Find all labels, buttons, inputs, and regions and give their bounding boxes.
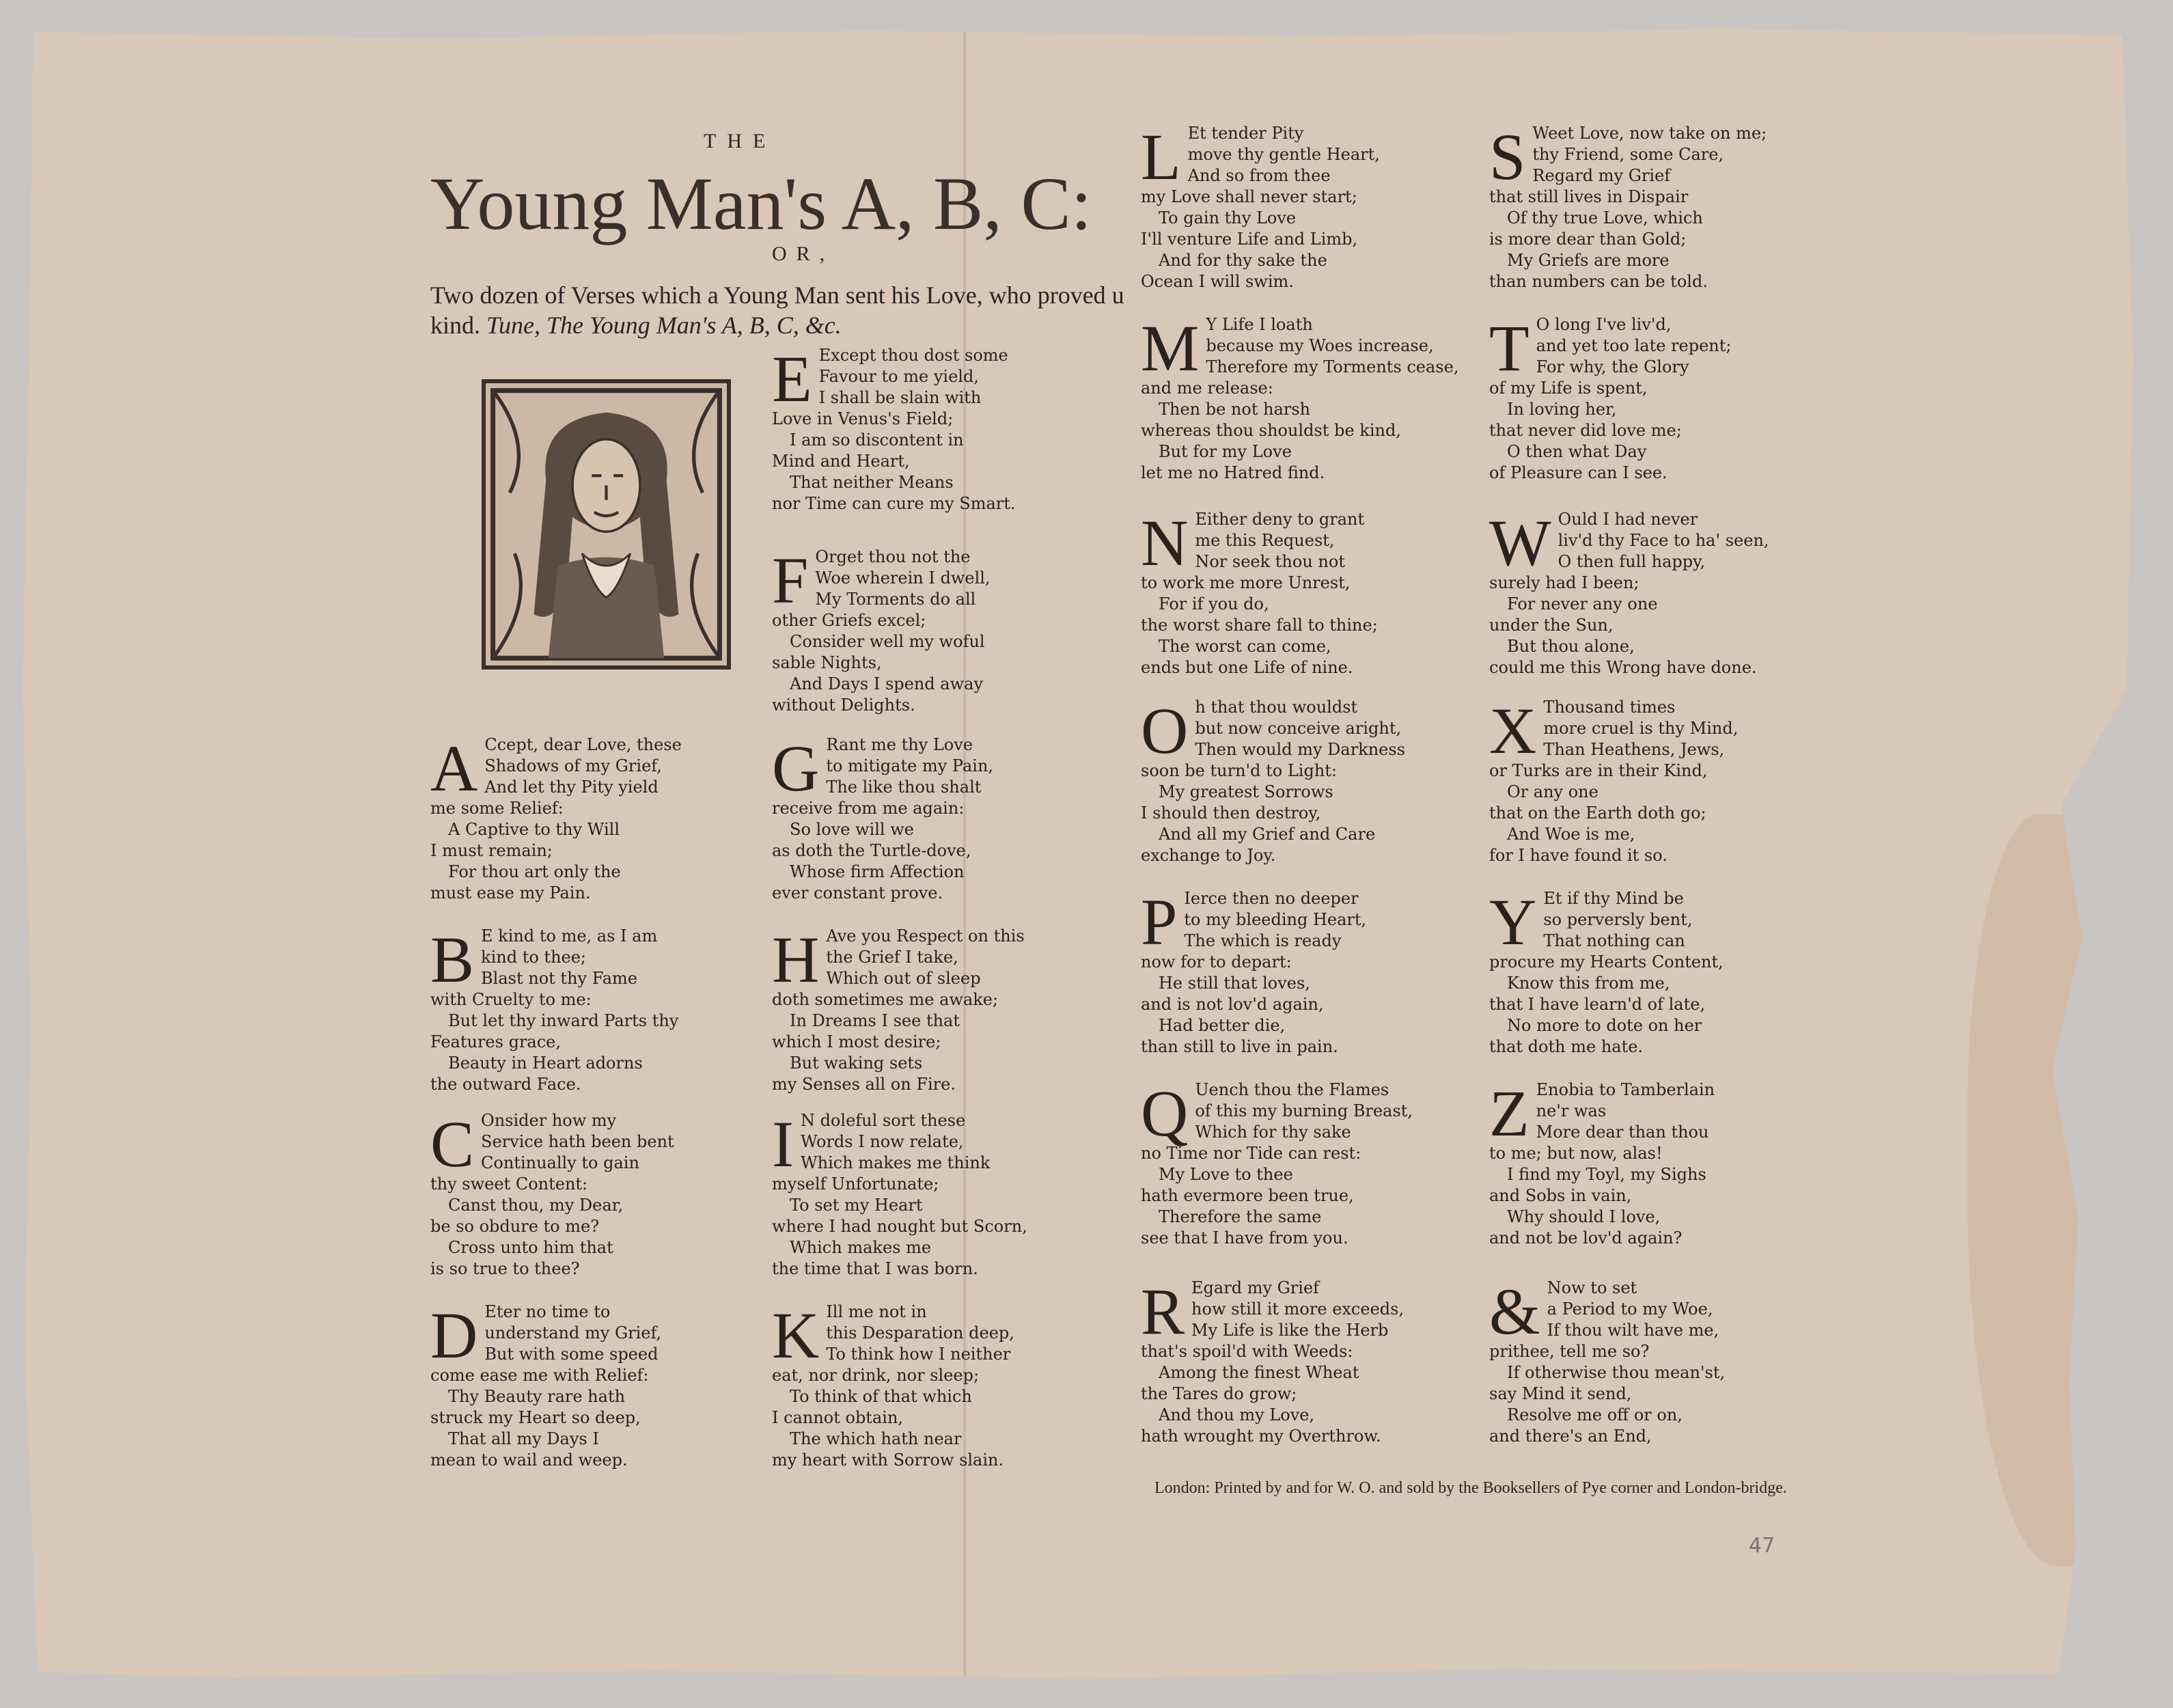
- verse-line: my heart with Sorrow slain.: [772, 1450, 1004, 1470]
- verse-line: Mind and Heart,: [772, 452, 910, 471]
- verse-line: as doth the Turtle-dove,: [772, 841, 971, 860]
- verse-d: [430, 1301, 803, 1471]
- verse-k: [772, 1301, 1144, 1471]
- verse-line: ne'r was: [1536, 1101, 1607, 1120]
- verse-line: I'll venture Life and Limb,: [1141, 230, 1358, 249]
- verse-line: For never any one: [1507, 594, 1658, 614]
- drop-capital: F: [772, 544, 809, 617]
- verse-line: that's spoil'd with Weeds:: [1141, 1342, 1353, 1361]
- drop-capital: C: [430, 1107, 475, 1181]
- verse-line: exchange to Joy.: [1141, 846, 1276, 865]
- verse-line: under the Sun,: [1489, 616, 1614, 635]
- verse-line: Weet Love, now take on me;: [1532, 124, 1767, 143]
- verse-line: Therefore my Torments cease,: [1206, 357, 1459, 376]
- verse-line: Nor seek thou not: [1195, 552, 1345, 571]
- verse-line: h that thou wouldst: [1195, 698, 1358, 717]
- verse-line: more cruel is thy Mind,: [1543, 719, 1739, 738]
- verse-line: see that I have from you.: [1141, 1228, 1348, 1248]
- verse-line: thy Friend, some Care,: [1532, 145, 1724, 164]
- verse-line: In Dreams I see that: [790, 1011, 960, 1030]
- drop-capital: D: [430, 1299, 478, 1372]
- verse-ampersand: [1489, 1275, 1861, 1447]
- verse-line: To gain thy Love: [1159, 208, 1297, 228]
- drop-capital: N: [1141, 506, 1189, 579]
- verse-line: And Woe is me,: [1507, 825, 1635, 844]
- verse-line: ends but one Life of nine.: [1141, 658, 1353, 677]
- verse-line: Eter no time to: [484, 1302, 611, 1321]
- verse-line: Woe wherein I dwell,: [815, 568, 991, 588]
- verse-line: come ease me with Relief:: [430, 1366, 649, 1385]
- verse-line: Which for thy sake: [1195, 1122, 1351, 1142]
- verse-line: And Days I spend away: [790, 674, 983, 693]
- verse-line: That nothing can: [1543, 931, 1685, 950]
- title-the: THE: [704, 130, 777, 152]
- verse-line: Orget thou not the: [815, 547, 971, 566]
- verse-line: Then would my Darkness: [1195, 740, 1406, 759]
- verse-t: [1489, 314, 1861, 484]
- verse-line: than still to live in pain.: [1141, 1037, 1338, 1056]
- verse-line: Than Heathens, Jews,: [1543, 740, 1725, 759]
- verse-line: to my bleeding Heart,: [1184, 910, 1367, 929]
- verse-line: of my Life is spent,: [1489, 378, 1648, 398]
- verse-line: without Delights.: [772, 695, 915, 715]
- verse-x: [1489, 694, 1861, 866]
- verse-line: Resolve me off or on,: [1507, 1405, 1683, 1424]
- verse-line: must ease my Pain.: [430, 883, 591, 903]
- verse-line: Egard my Grief: [1191, 1278, 1320, 1297]
- drop-capital: H: [772, 923, 820, 996]
- verse-line: the Grief I take,: [826, 948, 958, 967]
- verse-line: other Griefs excel;: [772, 611, 926, 630]
- verse-line: Uench thou the Flames: [1195, 1080, 1389, 1099]
- verse-line: to mitigate my Pain,: [826, 756, 994, 775]
- verse-a: [430, 734, 803, 904]
- verse-line: The which hath near: [790, 1429, 962, 1448]
- verse-line: that doth me hate.: [1489, 1037, 1644, 1056]
- verse-line: O then what Day: [1507, 442, 1647, 461]
- verse-line: Regard my Grief: [1532, 166, 1671, 185]
- verse-line: Either deny to grant: [1195, 510, 1365, 529]
- verse-line: To set my Heart: [790, 1196, 923, 1215]
- verse-line: whereas thou shouldst be kind,: [1141, 421, 1401, 440]
- verse-line: is so true to thee?: [430, 1259, 580, 1278]
- drop-capital: O: [1141, 694, 1189, 767]
- verse-s: [1489, 120, 1861, 292]
- verse-line: For thou art only the: [448, 862, 621, 881]
- verse-line: doth sometimes me awake;: [772, 990, 999, 1009]
- verse-line: be so obdure to me?: [430, 1217, 600, 1236]
- verse-line: the time that I was born.: [772, 1259, 978, 1278]
- verse-line: and me release:: [1141, 378, 1273, 398]
- verse-line: I shall be slain with: [818, 388, 982, 407]
- drop-capital: T: [1489, 312, 1530, 385]
- verse-c: [430, 1107, 803, 1280]
- verse-line: eat, nor drink, nor sleep;: [772, 1366, 980, 1385]
- verse-line: The which is ready: [1184, 931, 1342, 950]
- verse-line: hath evermore been true,: [1141, 1186, 1354, 1205]
- verse-line: understand my Grief,: [484, 1323, 662, 1342]
- verse-line: Continually to gain: [481, 1153, 639, 1172]
- verse-line: that on the Earth doth go;: [1489, 803, 1706, 823]
- verse-line: So love will we: [790, 820, 914, 839]
- verse-line: ever constant prove.: [772, 883, 943, 903]
- verse-line: And so from thee: [1187, 166, 1331, 185]
- verse-line: Rant me thy Love: [826, 735, 973, 754]
- verse-line: me some Relief:: [430, 799, 564, 818]
- verse-line: But thou alone,: [1507, 637, 1635, 656]
- verse-line: Ccept, dear Love, these: [484, 735, 682, 754]
- verse-line: no Time nor Tide can rest:: [1141, 1144, 1361, 1163]
- verse-line: the worst share fall to thine;: [1141, 616, 1378, 635]
- verse-p: [1141, 885, 1513, 1058]
- verse-line: I must remain;: [430, 841, 553, 860]
- verse-line: To think how I neither: [826, 1345, 1011, 1364]
- verse-line: My greatest Sorrows: [1159, 782, 1333, 801]
- verse-e: [772, 342, 1144, 514]
- verse-l: [1141, 120, 1513, 292]
- tune-text: Tune, The Young Man's A, B, C, &c.: [486, 312, 842, 339]
- verse-line: prithee, tell me so?: [1489, 1342, 1650, 1361]
- verse-line: with Cruelty to me:: [430, 990, 592, 1009]
- verse-line: Know this from me,: [1507, 974, 1670, 993]
- verse-n: [1141, 506, 1513, 678]
- verse-line: Ould I had never: [1558, 510, 1698, 529]
- imprint: London: Printed by and for W. O. and sold by the Booksellers of Pye corner and London-bridge.: [1154, 1479, 1787, 1497]
- verse-line: Features grace,: [430, 1032, 561, 1051]
- verse-line: Blast not thy Fame: [481, 969, 638, 988]
- verse-line: My Griefs are more: [1507, 251, 1670, 270]
- verse-line: hath wrought my Overthrow.: [1141, 1427, 1381, 1446]
- verse-line: More dear than thou: [1536, 1122, 1709, 1142]
- verse-line: But for my Love: [1159, 442, 1292, 461]
- verse-line: because my Woes increase,: [1206, 336, 1434, 355]
- water-stain: [1967, 814, 2145, 1566]
- verse-line: that still lives in Dispair: [1489, 187, 1689, 206]
- verse-g: [772, 734, 1144, 904]
- verse-line: this Desparation deep,: [826, 1323, 1014, 1342]
- verse-line: my Love shall never start;: [1141, 187, 1357, 206]
- verse-line: that never did love me;: [1489, 421, 1682, 440]
- verse-line: Canst thou, my Dear,: [448, 1196, 624, 1215]
- verse-line: or Turks are in their Kind,: [1489, 761, 1708, 780]
- drop-capital: L: [1141, 120, 1181, 193]
- verse-line: the outward Face.: [430, 1075, 581, 1094]
- verse-line: To think of that which: [790, 1387, 972, 1406]
- verse-line: The like thou shalt: [826, 777, 982, 797]
- verse-y: [1489, 885, 1861, 1058]
- drop-capital: &: [1489, 1275, 1540, 1348]
- verse-line: That neither Means: [790, 473, 954, 492]
- drop-capital: M: [1141, 312, 1200, 385]
- verse-line: But waking sets: [790, 1053, 923, 1073]
- verse-line: For if you do,: [1159, 594, 1269, 614]
- verse-line: I am so discontent in: [790, 430, 964, 450]
- verse-line: For why, the Glory: [1536, 357, 1689, 376]
- verse-line: Had better die,: [1159, 1016, 1286, 1035]
- verse-line: Shadows of my Grief,: [484, 756, 662, 775]
- verse-line: No more to dote on her: [1507, 1016, 1702, 1035]
- verse-line: And all my Grief and Care: [1159, 825, 1376, 844]
- verse-line: and is not lov'd again,: [1141, 995, 1324, 1014]
- verse-line: Why should I love,: [1507, 1207, 1661, 1226]
- verse-line: Whose firm Affection: [790, 862, 965, 881]
- verse-line: receive from me again:: [772, 799, 965, 818]
- verse-line: could me this Wrong have done.: [1489, 658, 1757, 677]
- verse-line: And let thy Pity yield: [484, 777, 659, 797]
- verse-line: But with some speed: [484, 1345, 659, 1364]
- verse-line: how still it more exceeds,: [1191, 1299, 1404, 1319]
- verse-line: move thy gentle Heart,: [1187, 145, 1380, 164]
- verse-line: nor Time can cure my Smart.: [772, 494, 1016, 513]
- drop-capital: Y: [1489, 885, 1537, 959]
- verse-line: Ave you Respect on this: [826, 926, 1025, 946]
- verse-line: but now conceive aright,: [1195, 719, 1402, 738]
- drop-capital: W: [1489, 506, 1551, 579]
- drop-capital: G: [772, 732, 820, 805]
- verse-line: Et tender Pity: [1187, 124, 1304, 143]
- verse-line: Beauty in Heart adorns: [448, 1053, 643, 1073]
- verse-line: kind to thee;: [481, 948, 587, 967]
- verse-line: Which makes me: [790, 1238, 932, 1257]
- drop-capital: I: [772, 1107, 794, 1181]
- verse-line: say Mind it send,: [1489, 1384, 1632, 1403]
- verse-line: I cannot obtain,: [772, 1408, 904, 1427]
- verse-line: of this my burning Breast,: [1195, 1101, 1413, 1120]
- verse-line: Love in Venus's Field;: [772, 409, 954, 428]
- verse-line: me this Request,: [1195, 531, 1335, 550]
- verse-line: let me no Hatred find.: [1141, 463, 1325, 482]
- verse-line: Consider well my woful: [790, 632, 985, 651]
- verse-line: N doleful sort these: [800, 1111, 966, 1130]
- verse-line: Except thou dost some: [818, 346, 1008, 365]
- verse-line: A Captive to thy Will: [448, 820, 620, 839]
- verse-line: E kind to me, as I am: [481, 926, 658, 946]
- verse-line: for I have found it so.: [1489, 846, 1667, 865]
- verse-line: I find my Toyl, my Sighs: [1507, 1165, 1706, 1184]
- verse-line: And thou my Love,: [1159, 1405, 1315, 1424]
- verse-line: so perversly bent,: [1543, 910, 1693, 929]
- verse-line: Ierce then no deeper: [1184, 889, 1359, 908]
- verse-line: is more dear than Gold;: [1489, 230, 1687, 249]
- verse-line: my Senses all on Fire.: [772, 1075, 956, 1094]
- verse-line: thy sweet Content:: [430, 1174, 588, 1194]
- drop-capital: E: [772, 342, 812, 415]
- verse-f: [772, 544, 1144, 716]
- verse-line: My Torments do all: [815, 590, 976, 609]
- verse-line: and yet too late repent;: [1536, 336, 1732, 355]
- verse-line: Which makes me think: [800, 1153, 991, 1172]
- verse-line: liv'd thy Face to ha' seen,: [1558, 531, 1769, 550]
- verse-line: myself Unfortunate;: [772, 1174, 939, 1194]
- verse-line: soon be turn'd to Light:: [1141, 761, 1338, 780]
- title-or: OR,: [772, 243, 835, 265]
- verse-line: Thousand times: [1543, 698, 1676, 717]
- verse-line: My Love to thee: [1159, 1165, 1293, 1184]
- verse-line: I should then destroy,: [1141, 803, 1321, 823]
- verse-line: Ocean I will swim.: [1141, 272, 1294, 291]
- drop-capital: A: [430, 732, 478, 805]
- drop-capital: R: [1141, 1275, 1185, 1348]
- verse-line: Words I now relate,: [800, 1132, 964, 1151]
- verse-line: In loving her,: [1507, 400, 1617, 419]
- verse-line: procure my Hearts Content,: [1489, 952, 1724, 972]
- verse-line: Which out of sleep: [826, 969, 981, 988]
- verse-line: The worst can come,: [1159, 637, 1331, 656]
- drop-capital: Q: [1141, 1077, 1189, 1150]
- verse-line: than numbers can be told.: [1489, 272, 1708, 291]
- verse-line: Cross unto him that: [448, 1238, 613, 1257]
- verse-line: now for to depart:: [1141, 952, 1292, 972]
- drop-capital: K: [772, 1299, 820, 1372]
- verse-line: struck my Heart so deep,: [430, 1408, 641, 1427]
- page-title: Young Man's A, B, C:: [430, 162, 1092, 245]
- drop-capital: P: [1141, 885, 1178, 959]
- verse-line: Now to set: [1547, 1278, 1637, 1297]
- verse-line: Y Life I loath: [1206, 315, 1313, 334]
- title-subtitle: [430, 280, 1154, 340]
- verse-z: [1489, 1079, 1861, 1249]
- verse-m: [1141, 314, 1513, 484]
- verse-w: [1489, 506, 1861, 678]
- verse-line: Favour to me yield,: [818, 367, 979, 386]
- verse-line: that I have learn'd of late,: [1489, 995, 1706, 1014]
- verse-b: [430, 923, 803, 1095]
- verse-line: Service hath been bent: [481, 1132, 674, 1151]
- verse-h: [772, 923, 1144, 1095]
- verse-r: [1141, 1275, 1513, 1447]
- verse-o: [1141, 694, 1513, 866]
- verse-line: O long I've liv'd,: [1536, 315, 1672, 334]
- drop-capital: Z: [1489, 1077, 1530, 1150]
- verse-line: a Period to my Woe,: [1547, 1299, 1713, 1319]
- pencil-annotation: 47: [1749, 1534, 1775, 1558]
- portrait-woodcut-image: [482, 379, 731, 670]
- verse-line: of Pleasure can I see.: [1489, 463, 1667, 482]
- verse-line: Et if thy Mind be: [1543, 889, 1684, 908]
- verse-line: But let thy inward Parts thy: [448, 1011, 679, 1030]
- subtitle-text: Two dozen of Verses which a Young Man sent his Love, who proved u kind.: [430, 281, 1124, 339]
- verse-line: mean to wail and weep.: [430, 1450, 628, 1470]
- verse-line: My Life is like the Herb: [1191, 1321, 1389, 1340]
- verse-line: to work me more Unrest,: [1141, 573, 1351, 592]
- verse-line: And for thy sake the: [1159, 251, 1327, 270]
- verse-line: Of thy true Love, which: [1507, 208, 1703, 228]
- verse-line: Therefore the same: [1159, 1207, 1322, 1226]
- verse-line: If otherwise thou mean'st,: [1507, 1363, 1726, 1382]
- verse-line: He still that loves,: [1159, 974, 1310, 993]
- verse-line: and Sobs in vain,: [1489, 1186, 1632, 1205]
- verse-i: [772, 1107, 1144, 1280]
- verse-line: surely had I been;: [1489, 573, 1639, 592]
- drop-capital: S: [1489, 120, 1526, 193]
- verse-line: where I had nought but Scorn,: [772, 1217, 1027, 1236]
- verse-line: Or any one: [1507, 782, 1598, 801]
- verse-line: Thy Beauty rare hath: [448, 1387, 626, 1406]
- verse-line: the Tares do grow;: [1141, 1384, 1297, 1403]
- verse-line: and not be lov'd again?: [1489, 1228, 1683, 1248]
- verse-q: [1141, 1079, 1513, 1249]
- verse-line: sable Nights,: [772, 653, 882, 672]
- verse-line: and there's an End,: [1489, 1427, 1652, 1446]
- verse-line: Ill me not in: [826, 1302, 927, 1321]
- verse-line: Onsider how my: [481, 1111, 617, 1130]
- drop-capital: X: [1489, 694, 1537, 767]
- verse-line: Among the finest Wheat: [1159, 1363, 1359, 1382]
- drop-capital: B: [430, 923, 475, 996]
- verse-line: which I most desire;: [772, 1032, 941, 1051]
- verse-line: O then full happy,: [1558, 552, 1706, 571]
- verse-line: to me; but now, alas!: [1489, 1144, 1663, 1163]
- verse-line: If thou wilt have me,: [1547, 1321, 1719, 1340]
- verse-line: Enobia to Tamberlain: [1536, 1080, 1715, 1099]
- verse-line: That all my Days I: [448, 1429, 599, 1448]
- verse-line: Then be not harsh: [1159, 400, 1311, 419]
